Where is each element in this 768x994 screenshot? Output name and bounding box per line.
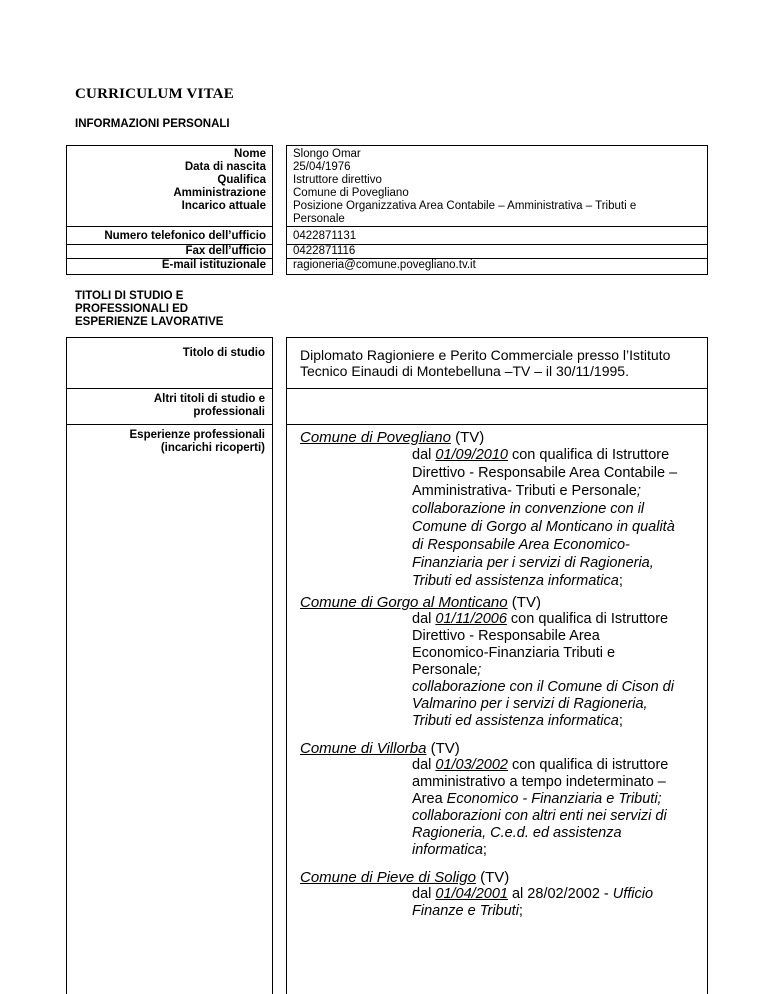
- divider: [287, 424, 707, 425]
- exp-text: Finanze e Tributi: [412, 903, 519, 919]
- exp-text: informatica: [412, 842, 483, 858]
- experience-2-prov: (TV): [507, 594, 541, 611]
- studies-heading-1: TITOLI DI STUDIO E: [75, 290, 184, 302]
- label-telefono: Numero telefonico dell’ufficio: [104, 230, 266, 242]
- label-esperienze-1: Esperienze professionali: [129, 429, 265, 441]
- page-title: CURRICULUM VITAE: [75, 86, 234, 102]
- experience-1-org: [300, 429, 484, 446]
- experience-1-line: [412, 446, 695, 464]
- experience-1-line: Finanziaria per i servizi di Ragioneria,: [412, 555, 654, 571]
- value-telefono: 0422871131: [293, 230, 357, 242]
- value-data-nascita: 25/04/1976: [293, 161, 351, 173]
- experience-1-line: collaborazione in convenzione con il: [412, 501, 645, 517]
- experience-4-prov: (TV): [475, 869, 510, 886]
- experience-2-line: [412, 611, 695, 628]
- experience-4-line: [412, 886, 695, 903]
- experience-3-line: amministrativo a tempo indeterminato –: [412, 774, 666, 790]
- experience-1-org-name: Comune di Povegliano: [300, 429, 451, 446]
- experience-2-body: [412, 611, 695, 730]
- exp-text: ;: [482, 842, 487, 858]
- experience-1-line: [412, 572, 695, 590]
- experience-4-org: [300, 869, 509, 886]
- experience-1-line: [412, 482, 695, 500]
- label-esperienze-2: (incarichi ricoperti): [160, 442, 265, 454]
- experience-1-line: Direttivo - Responsabile Area Contabile –: [412, 465, 678, 481]
- exp-text: dal: [412, 886, 436, 902]
- experience-3-body: [412, 757, 695, 859]
- label-fax: Fax dell’ufficio: [185, 245, 266, 257]
- titolo-studio-line1: [300, 347, 695, 364]
- experience-1-prov: (TV): [450, 429, 485, 446]
- experience-3-line: Ragioneria, C.e.d. ed assistenza: [412, 825, 622, 841]
- divider: [287, 388, 707, 389]
- exp-text: Tributi ed assistenza informatica: [412, 713, 619, 729]
- experience-1-line: Comune di Gorgo al Monticano in qualità: [412, 519, 675, 535]
- studies-values-column: [286, 337, 708, 994]
- exp-text: dal: [412, 611, 436, 627]
- personal-info-values: [286, 145, 708, 275]
- value-incarico-cont: Personale: [293, 213, 345, 225]
- experience-4-body: [412, 886, 695, 920]
- experience-2-org: [300, 594, 541, 611]
- value-amministrazione: Comune di Povegliano: [293, 187, 409, 199]
- value-incarico: Posizione Organizzativa Area Contabile – Amministrativa – Tributi e: [293, 200, 637, 212]
- experience-1-body: [412, 446, 695, 590]
- experience-4-line: [412, 903, 695, 920]
- experience-4-org-name: Comune di Pieve di Soligo: [300, 869, 476, 886]
- studies-heading-2: PROFESSIONALI ED: [75, 303, 189, 315]
- studies-labels-column: [66, 337, 273, 994]
- experience-3-line: [412, 791, 695, 808]
- label-titolo-studio: Titolo di studio: [182, 347, 265, 359]
- experience-2-line: [412, 713, 695, 730]
- label-amministrazione: Amministrazione: [173, 187, 266, 199]
- value-fax: 0422871116: [293, 245, 356, 257]
- experience-3-org-name: Comune di Villorba: [300, 740, 427, 757]
- experience-3-prov: (TV): [426, 740, 460, 757]
- label-data-nascita: Data di nascita: [184, 161, 266, 173]
- exp-text: ;: [477, 662, 482, 678]
- exp-text: con qualifica di istruttore: [507, 757, 669, 773]
- experience-2-date: 01/11/2006: [435, 611, 507, 627]
- exp-text: ;: [636, 483, 641, 499]
- exp-text: ;: [518, 903, 523, 919]
- experience-3-line: collaborazioni con altri enti nei servizi di: [412, 808, 667, 824]
- experience-3-date: 01/03/2002: [435, 757, 508, 773]
- exp-text: dal: [412, 447, 436, 463]
- exp-text: Area: [412, 791, 447, 807]
- experience-4-date: 01/04/2001: [435, 886, 508, 902]
- exp-text: Personale: [412, 662, 478, 678]
- divider: [67, 424, 272, 425]
- label-altri-titoli-2: professionali: [193, 406, 265, 418]
- experience-1-line: di Responsabile Area Economico-: [412, 537, 630, 553]
- label-altri-titoli-1: Altri titoli di studio e: [153, 393, 265, 405]
- titolo-studio-line2: Tecnico Einaudi di Montebelluna –TV – il 30/11/1995.: [300, 363, 629, 379]
- exp-text: con qualifica di Istruttore: [507, 447, 670, 463]
- personal-info-heading: INFORMAZIONI PERSONALI: [75, 118, 230, 130]
- experience-3-line: [412, 757, 695, 774]
- exp-text: ;: [618, 573, 623, 589]
- label-nome: Nome: [234, 148, 266, 160]
- label-email: E-mail istituzionale: [161, 259, 266, 271]
- experience-2-org-name: Comune di Gorgo al Monticano: [300, 594, 508, 611]
- experience-2-line: Economico-Finanziaria Tributi e: [412, 645, 616, 661]
- experience-2-line: collaborazione con il Comune di Cison di: [412, 679, 674, 695]
- exp-text: dal: [412, 757, 436, 773]
- value-nome: Slongo Omar: [293, 148, 361, 160]
- experience-3-org: [300, 740, 460, 757]
- studies-heading-3: ESPERIENZE LAVORATIVE: [75, 316, 224, 328]
- experience-2-line: Direttivo - Responsabile Area: [412, 628, 600, 644]
- divider: [67, 388, 272, 389]
- titolo-studio-text1: Diplomato Ragioniere e Perito Commerciale presso l’Istituto: [300, 347, 671, 363]
- experience-2-line: Valmarino per i servizi di Ragioneria,: [412, 696, 648, 712]
- label-qualifica: Qualifica: [217, 174, 266, 186]
- exp-text: al 28/02/2002 -: [507, 886, 613, 902]
- value-email: ragioneria@comune.povegliano.tv.it: [293, 259, 476, 271]
- exp-text: Ufficio: [612, 886, 654, 902]
- exp-text: con qualifica di Istruttore: [506, 611, 669, 627]
- experience-3-line: [412, 842, 695, 859]
- divider: [67, 226, 272, 227]
- label-incarico: Incarico attuale: [181, 200, 266, 212]
- exp-text: Tributi ed assistenza informatica: [412, 573, 619, 589]
- exp-text: ;: [618, 713, 623, 729]
- divider: [287, 226, 707, 227]
- experience-2-line: [412, 662, 695, 679]
- exp-text: Economico - Finanziaria e Tributi;: [446, 791, 662, 807]
- experience-1-date: 01/09/2010: [435, 447, 508, 463]
- exp-text: Amministrativa- Tributi e Personale: [412, 483, 637, 499]
- value-qualifica: Istruttore direttivo: [293, 174, 382, 186]
- personal-info-labels: [66, 145, 273, 275]
